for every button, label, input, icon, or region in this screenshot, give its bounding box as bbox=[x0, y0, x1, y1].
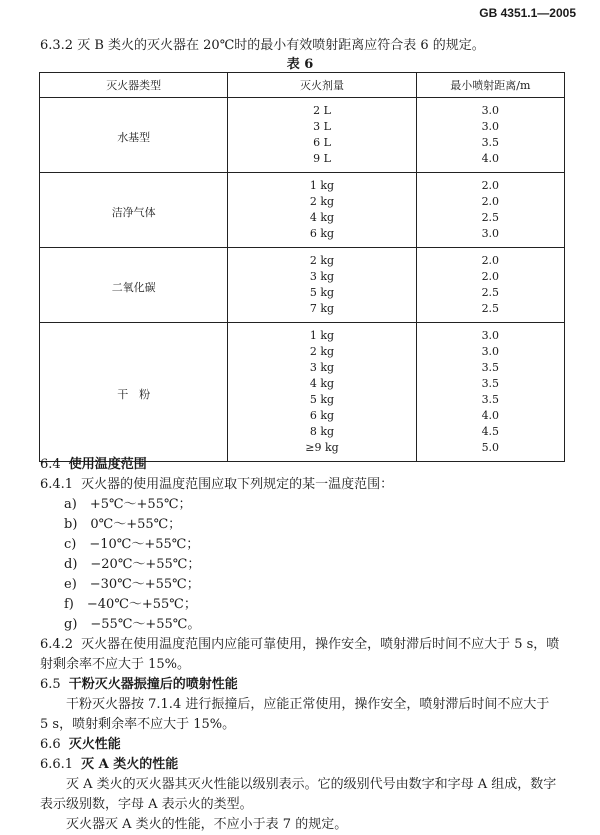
amount-cell: 7 kg bbox=[228, 301, 416, 323]
header-distance: 最小喷射距离/m bbox=[416, 73, 564, 98]
amount-cell: 2 L bbox=[228, 98, 416, 120]
paragraph: 灭火器灭 A 类火的性能，不应小于表 7 的规定。 bbox=[66, 817, 348, 832]
section-number: 6.4 bbox=[40, 457, 61, 472]
table-caption: 表 6 bbox=[286, 57, 314, 72]
amount-cell: 1 kg bbox=[228, 323, 416, 345]
clause-text: 灭火器在使用温度范围内应能可靠使用，操作安全，喷射滞后时间不应大于 5 s，喷射剩余率不应大于 15%。 bbox=[40, 637, 560, 672]
distance-cell: 2.0 bbox=[416, 173, 564, 195]
distance-cell: 2.5 bbox=[416, 210, 564, 226]
type-cell: 洁净气体 bbox=[40, 173, 228, 248]
section-6-5-heading bbox=[40, 675, 560, 695]
section-number: 6.5 bbox=[40, 677, 61, 692]
clause-number: 6.4.2 bbox=[40, 637, 74, 652]
section-title: 干粉灭火器振撞后的喷射性能 bbox=[68, 677, 238, 692]
amount-cell: 5 kg bbox=[228, 392, 416, 408]
distance-cell: 3.5 bbox=[416, 360, 564, 376]
distance-cell: 3.0 bbox=[416, 119, 564, 135]
amount-cell: 3 L bbox=[228, 119, 416, 135]
amount-cell: 2 kg bbox=[228, 194, 416, 210]
table-row bbox=[40, 323, 565, 345]
amount-cell: 6 L bbox=[228, 135, 416, 151]
option-item: f) −40℃～+55℃； bbox=[64, 597, 197, 612]
header-type: 灭火器类型 bbox=[40, 73, 228, 98]
body-text bbox=[40, 455, 560, 835]
clause-6-3-2: 6.3.2 灭 B 类火的灭火器在 20℃时的最小有效喷射距离应符合表 6 的规定。 bbox=[40, 38, 485, 53]
distance-cell: 3.0 bbox=[416, 98, 564, 120]
amount-cell: 3 kg bbox=[228, 269, 416, 285]
clause-6-6-1-heading bbox=[40, 755, 560, 775]
option-item: b) 0℃～+55℃； bbox=[64, 517, 182, 532]
distance-cell: 4.5 bbox=[416, 424, 564, 440]
section-6-6-heading bbox=[40, 735, 560, 755]
standard-number: GB 4351.1—2005 bbox=[479, 6, 576, 20]
table-row bbox=[40, 248, 565, 270]
table-row bbox=[40, 98, 565, 120]
distance-cell: 3.0 bbox=[416, 226, 564, 248]
amount-cell: 8 kg bbox=[228, 424, 416, 440]
distance-cell: 3.5 bbox=[416, 376, 564, 392]
amount-cell: 6 kg bbox=[228, 226, 416, 248]
amount-cell: 9 L bbox=[228, 151, 416, 173]
amount-cell: 2 kg bbox=[228, 248, 416, 270]
amount-cell: 5 kg bbox=[228, 285, 416, 301]
section-6-4-heading bbox=[40, 455, 560, 475]
amount-cell: 4 kg bbox=[228, 376, 416, 392]
distance-cell: 3.5 bbox=[416, 135, 564, 151]
amount-cell: 4 kg bbox=[228, 210, 416, 226]
type-cell: 二氧化碳 bbox=[40, 248, 228, 323]
table-6 bbox=[39, 72, 565, 462]
clause-6-4-2 bbox=[40, 635, 560, 675]
amount-cell: ≥9 kg bbox=[228, 440, 416, 462]
table-header-row bbox=[40, 73, 565, 98]
option-item: e) −30℃～+55℃； bbox=[64, 577, 200, 592]
option-item: a) +5℃～+55℃； bbox=[64, 497, 192, 512]
clause-title: 灭 A 类火的性能 bbox=[81, 757, 179, 772]
distance-cell: 4.0 bbox=[416, 151, 564, 173]
clause-text: 灭火器的使用温度范围应取下列规定的某一温度范围： bbox=[81, 477, 394, 492]
table-row bbox=[40, 173, 565, 195]
clause-number: 6.6.1 bbox=[40, 757, 74, 772]
distance-cell: 5.0 bbox=[416, 440, 564, 462]
amount-cell: 2 kg bbox=[228, 344, 416, 360]
paragraph: 灭 A 类火的灭火器其灭火性能以级别表示。它的级别代号由数字和字母 A 组成，数字表示级别数，字母 A 表示火的类型。 bbox=[40, 777, 557, 812]
distance-cell: 3.0 bbox=[416, 344, 564, 360]
section-title: 使用温度范围 bbox=[68, 457, 147, 472]
amount-cell: 3 kg bbox=[228, 360, 416, 376]
distance-cell: 2.5 bbox=[416, 285, 564, 301]
section-6-5-text: 干粉灭火器按 7.1.4 进行振撞后，应能正常使用，操作安全，喷射滞后时间不应大于 5 s，喷射剩余率不应大于 15%。 bbox=[40, 697, 550, 732]
distance-cell: 2.0 bbox=[416, 194, 564, 210]
type-cell: 水基型 bbox=[40, 98, 228, 173]
section-number: 6.6 bbox=[40, 737, 61, 752]
distance-cell: 3.5 bbox=[416, 392, 564, 408]
distance-cell: 2.0 bbox=[416, 248, 564, 270]
type-cell: 干 粉 bbox=[40, 323, 228, 462]
distance-cell: 4.0 bbox=[416, 408, 564, 424]
distance-cell: 3.0 bbox=[416, 323, 564, 345]
distance-cell: 2.5 bbox=[416, 301, 564, 323]
clause-number: 6.4.1 bbox=[40, 477, 74, 492]
distance-cell: 2.0 bbox=[416, 269, 564, 285]
amount-cell: 1 kg bbox=[228, 173, 416, 195]
amount-cell: 6 kg bbox=[228, 408, 416, 424]
option-item: c) −10℃～+55℃； bbox=[64, 537, 200, 552]
option-item: g) −55℃～+55℃。 bbox=[64, 617, 201, 632]
header-amount: 灭火剂量 bbox=[228, 73, 416, 98]
section-title: 灭火性能 bbox=[68, 737, 121, 752]
option-item: d) −20℃～+55℃； bbox=[64, 557, 201, 572]
clause-6-4-1 bbox=[40, 475, 560, 495]
